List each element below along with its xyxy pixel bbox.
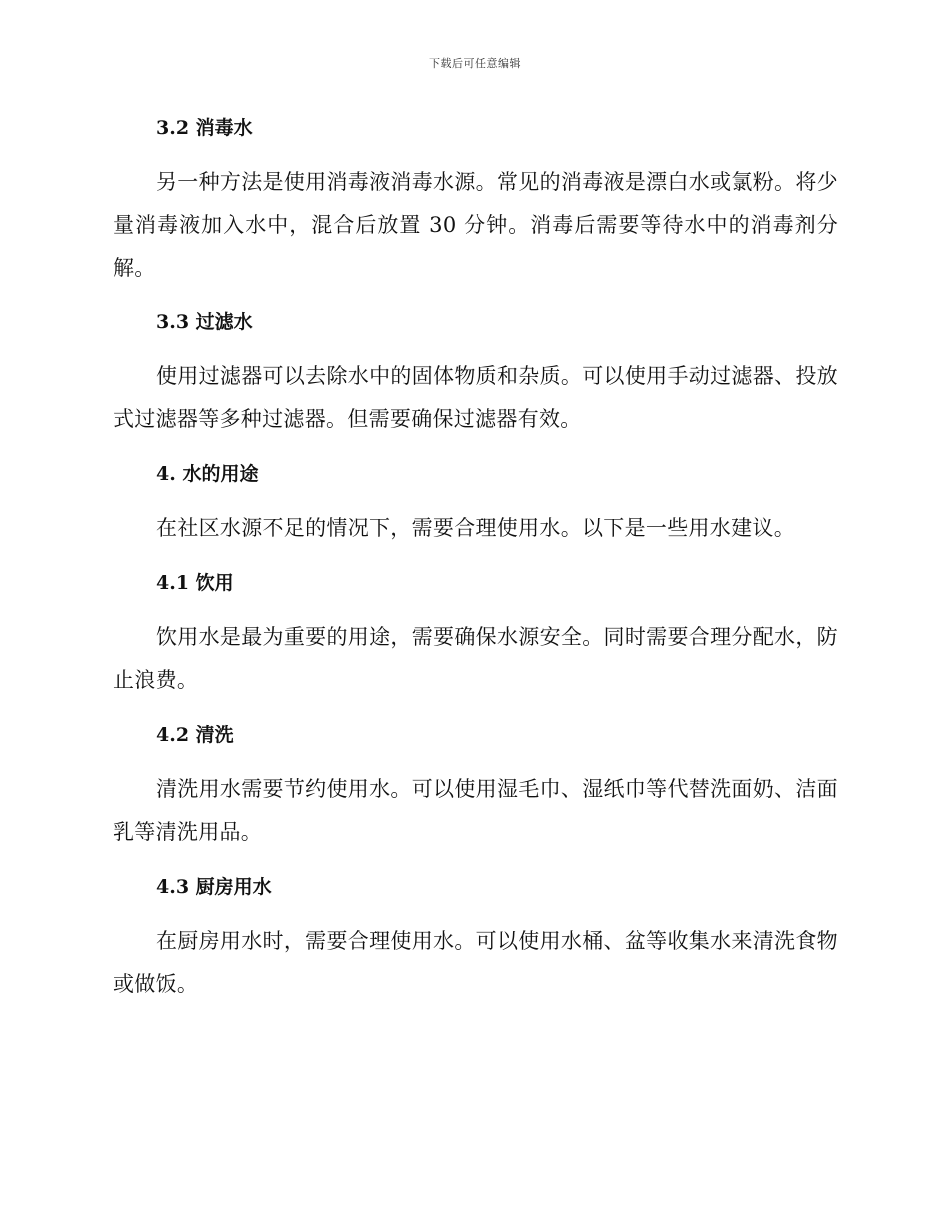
section-paragraph-4: 在社区水源不足的情况下，需要合理使用水。以下是一些用水建议。 xyxy=(156,516,795,540)
section-paragraph-4-2: 清洗用水需要节约使用水。可以使用湿毛巾、湿纸巾等代替洗面奶、洁面乳等清洗用品。 xyxy=(113,777,838,844)
section-paragraph-4-3: 在厨房用水时，需要合理使用水。可以使用水桶、盆等收集水来清洗食物或做饭。 xyxy=(113,929,838,996)
page-header: 下载后可任意编辑 xyxy=(429,57,521,70)
section-heading-4-2: 4.2 清洗 xyxy=(156,724,234,746)
section-heading-3-3: 3.3 过滤水 xyxy=(156,311,253,333)
section-heading-3-2: 3.2 消毒水 xyxy=(156,117,253,139)
section-paragraph-4-1: 饮用水是最为重要的用途，需要确保水源安全。同时需要合理分配水，防止浪费。 xyxy=(113,625,838,692)
section-paragraph-3-2: 另一种方法是使用消毒液消毒水源。常见的消毒液是漂白水或氯粉。将少量消毒液加入水中，混合后放置 30 分钟。消毒后需要等待水中的消毒剂分解。 xyxy=(113,170,838,280)
section-heading-4: 4. 水的用途 xyxy=(156,463,259,485)
section-heading-4-3: 4.3 厨房用水 xyxy=(156,876,272,898)
section-heading-4-1: 4.1 饮用 xyxy=(156,572,234,594)
section-paragraph-3-3: 使用过滤器可以去除水中的固体物质和杂质。可以使用手动过滤器、投放式过滤器等多种过滤器。但需要确保过滤器有效。 xyxy=(113,364,838,431)
